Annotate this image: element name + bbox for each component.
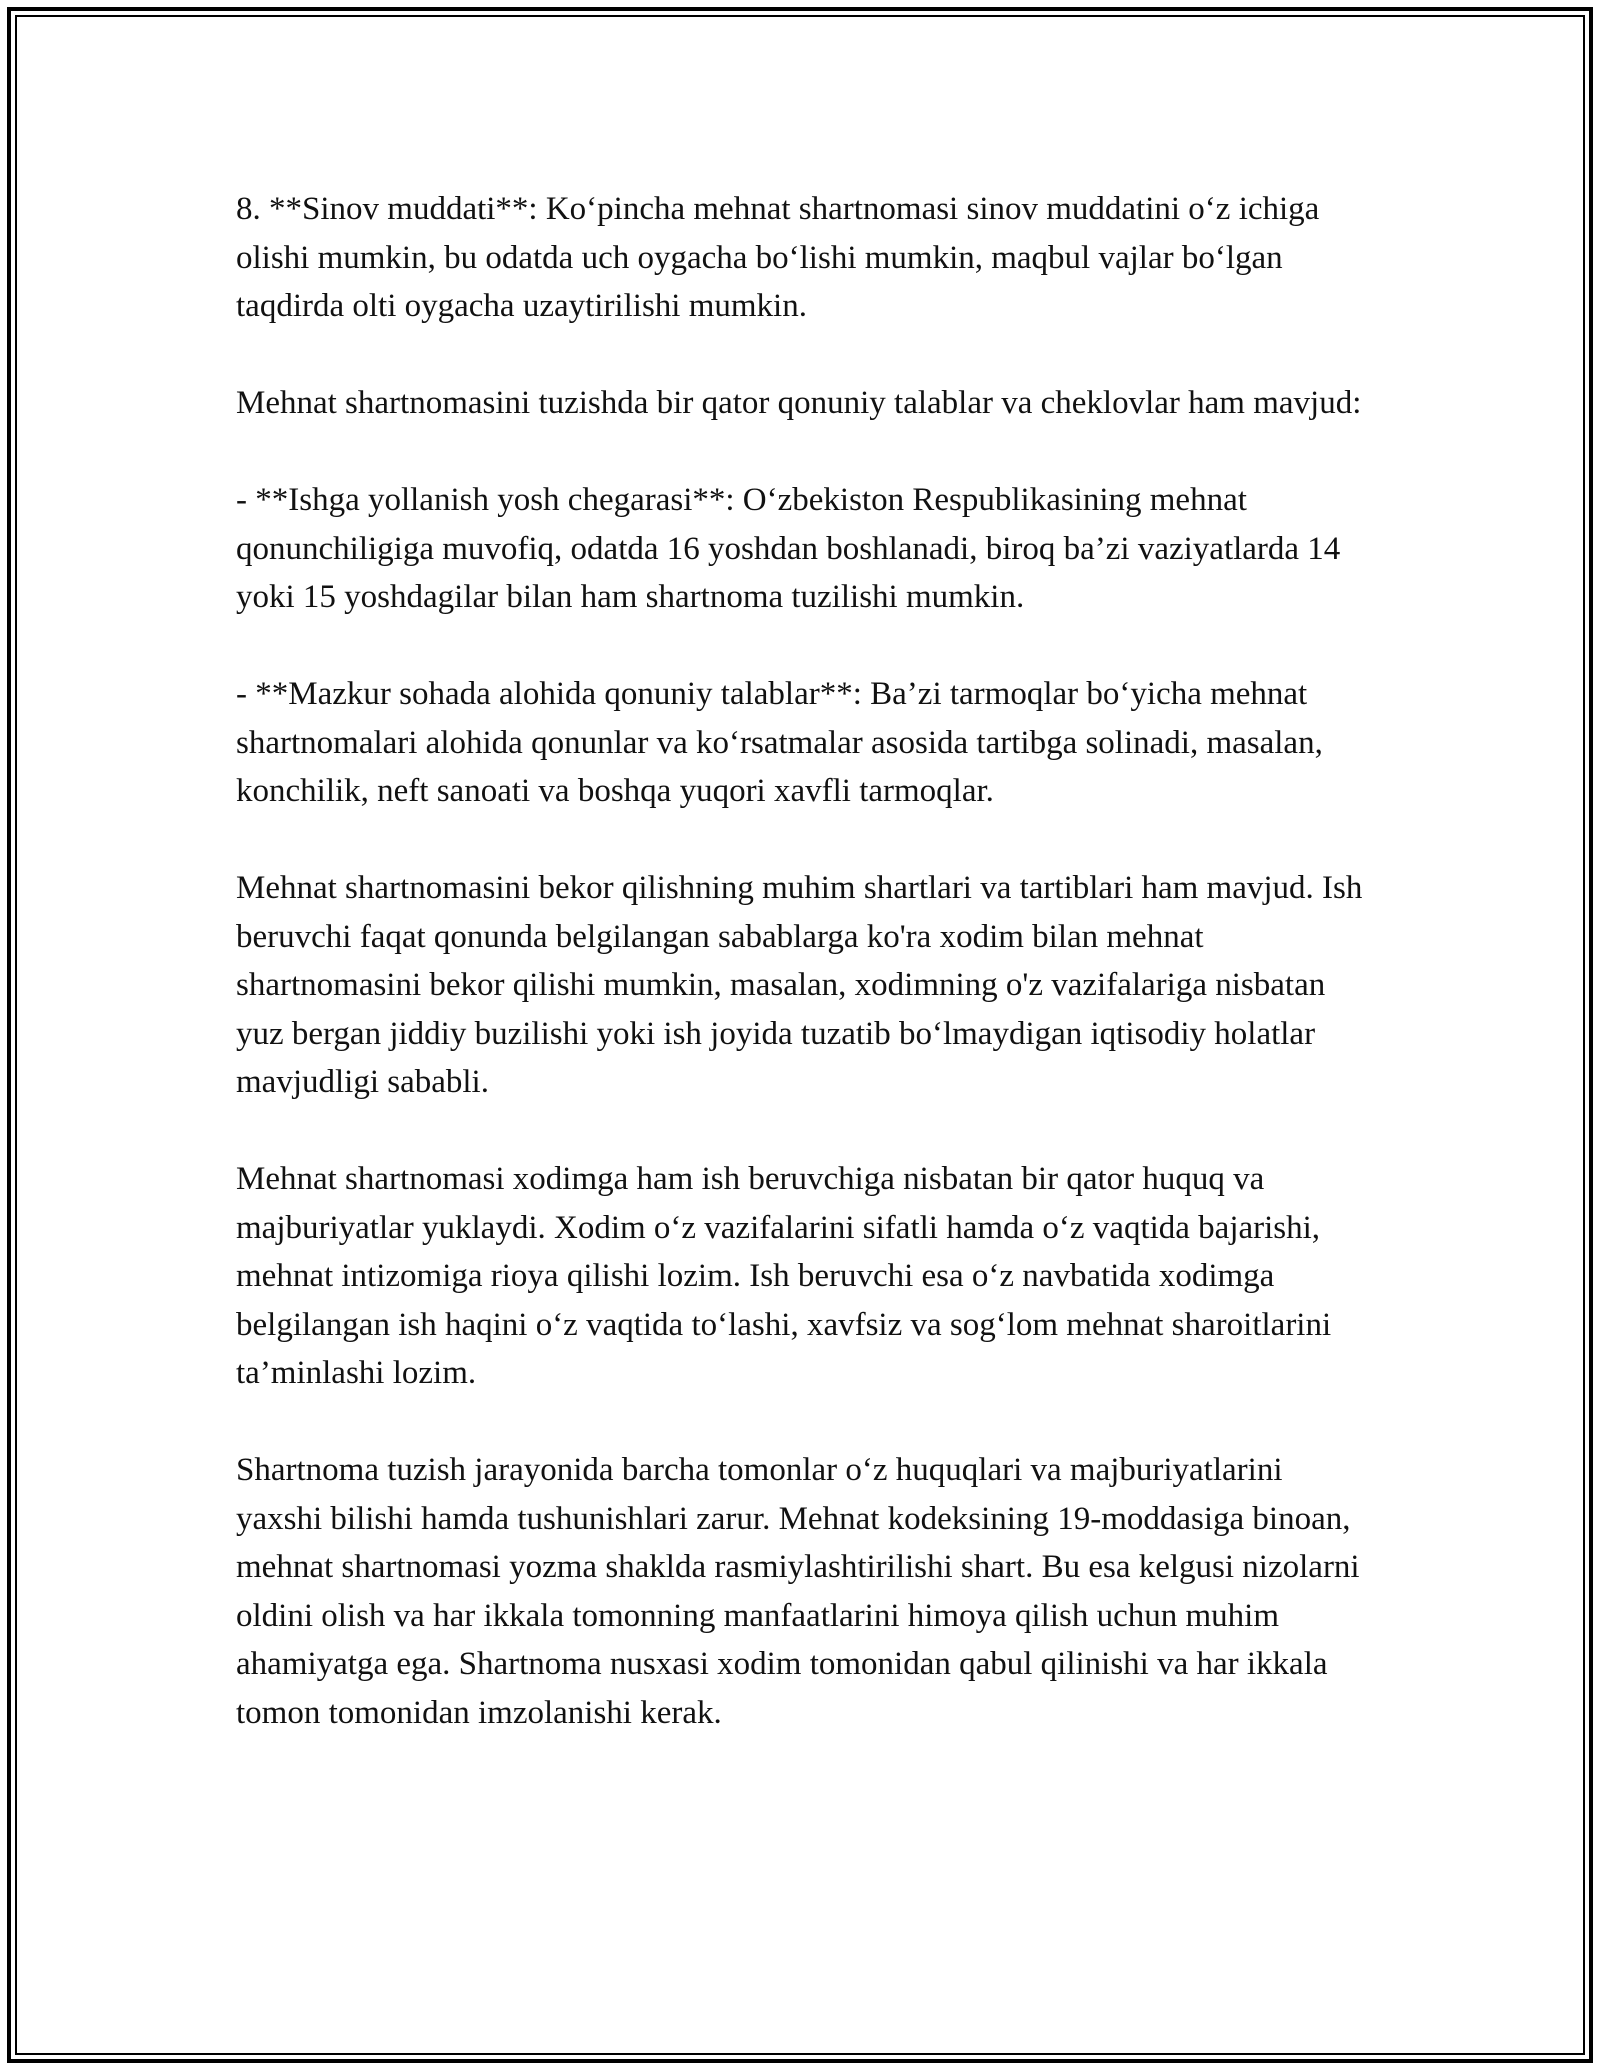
paragraph-legal-requirements-intro: Mehnat shartnomasini tuzishda bir qator qonuniy talablar va cheklovlar ham mavjud: xyxy=(236,385,1362,421)
paragraph-contract-termination: Mehnat shartnomasini bekor qilishning muhim shartlari va tartiblari ham mavjud. Ish beruvchi faqat qonunda belgilangan sabablarga ko'ra xodim bilan mehnat shartnomasini bekor qilishi mumkin, masalan, xodimning o'z vazifalariga nisbatan yuz bergan jiddiy buzilishi yoki ish joyida tuzatib bo‘lmaydigan iqtisodiy holatlar mavjudligi sababli. xyxy=(236,870,1363,1100)
paragraph-probation-period: 8. **Sinov muddati**: Ko‘pincha mehnat shartnomasi sinov muddatini o‘z ichiga olishi mumkin, bu odatda uch oygacha bo‘lishi mumkin, maqbul vajlar bo‘lgan taqdirda olti oygacha uzaytirilishi mumkin. xyxy=(236,191,1320,324)
document-body xyxy=(236,185,1376,1737)
paragraph-employment-age-limit: - **Ishga yollanish yosh chegarasi**: O‘zbekiston Respublikasining mehnat qonunchiligiga muvofiq, odatda 16 yoshdan boshlanadi, biroq ba’zi vaziyatlarda 14 yoki 15 yoshdagilar bilan ham shartnoma tuzilishi mumkin. xyxy=(236,482,1341,615)
paragraph-rights-and-obligations: Mehnat shartnomasi xodimga ham ish beruvchiga nisbatan bir qator huquq va majburiyatlar yuklaydi. Xodim o‘z vazifalarini sifatli hamda o‘z vaqtida bajarishi, mehnat intizomiga rioya qilishi lozim. Ish beruvchi esa o‘z navbatida xodimga belgilangan ish haqini o‘z vaqtida to‘lashi, xavfsiz va sog‘lom mehnat sharoitlarini ta’minlashi lozim. xyxy=(236,1161,1332,1391)
paragraph-written-form-requirement: Shartnoma tuzish jarayonida barcha tomonlar o‘z huquqlari va majburiyatlarini yaxshi bilishi hamda tushunishlari zarur. Mehnat kodeksining 19-moddasiga binoan, mehnat shartnomasi yozma shaklda rasmiylashtirilishi shart. Bu esa kelgusi nizolarni oldini olish va har ikkala tomonning manfaatlarini himoya qilish uchun muhim ahamiyatga ega. Shartnoma nusxasi xodim tomonidan qabul qilinishi va har ikkala tomon tomonidan imzolanishi kerak. xyxy=(236,1452,1360,1731)
paragraph-industry-specific-requirements: - **Mazkur sohada alohida qonuniy talablar**: Ba’zi tarmoqlar bo‘yicha mehnat shartnomalari alohida qonunlar va ko‘rsatmalar asosida tartibga solinadi, masalan, konchilik, neft sanoati va boshqa yuqori xavfli tarmoqlar. xyxy=(236,676,1323,809)
